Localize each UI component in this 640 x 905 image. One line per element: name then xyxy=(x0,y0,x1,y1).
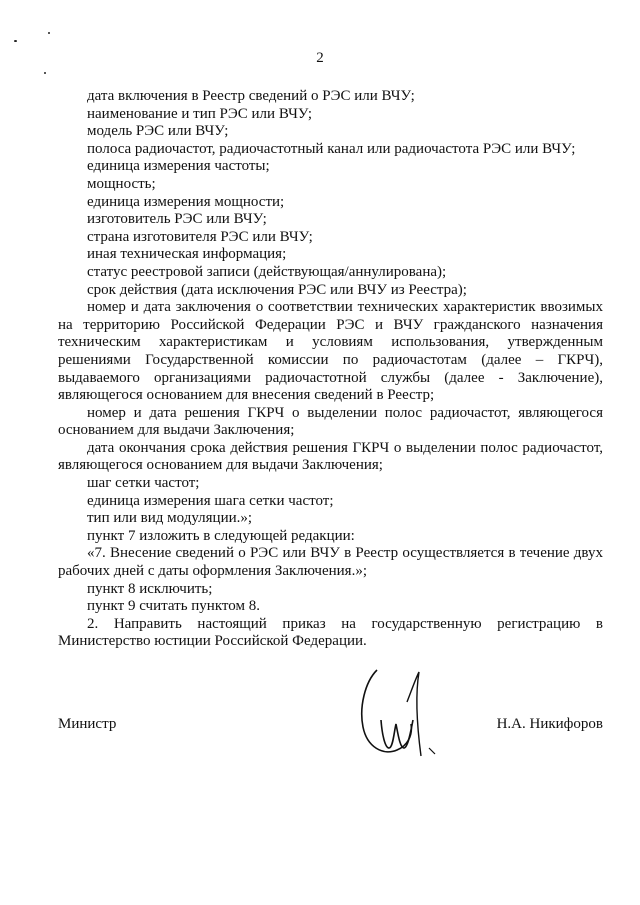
scan-speck xyxy=(44,72,46,74)
list-item: тип или вид модуляции.»; xyxy=(87,510,253,527)
list-item: статус реестровой записи (действующая/аннулирована); xyxy=(87,263,447,280)
paragraph-item-7-intro: пункт 7 изложить в следующей редакции: xyxy=(87,527,355,544)
paragraph-item-7-text: «7. Внесение сведений о РЭС или ВЧУ в Реестр осуществляется в течение двух рабочих дней с даты оформления Заключения.»; xyxy=(58,545,603,580)
list-item: модель РЭС или ВЧУ; xyxy=(87,123,229,140)
list-item: единица измерения мощности; xyxy=(87,193,285,210)
list-item: единица измерения шага сетки частот; xyxy=(87,492,334,509)
paragraph-registration: 2. Направить настоящий приказ на государственную регистрацию в Министерство юстиции Российской Федерации. xyxy=(58,615,603,650)
paragraph-gkrch-decision: номер и дата решения ГКРЧ о выделении полос радиочастот, являющегося основанием для выдачи Заключения; xyxy=(58,404,603,439)
list-item: срок действия (дата исключения РЭС или ВЧУ из Реестра); xyxy=(87,281,467,298)
list-item: наименование и тип РЭС или ВЧУ; xyxy=(87,105,313,122)
paragraph-item-8: пункт 8 исключить; xyxy=(87,580,213,597)
list-item: единица измерения частоты; xyxy=(87,158,270,175)
paragraph-decision-expiry: дата окончания срока действия решения ГКРЧ о выделении полос радиочастот, являющегося основанием для выдачи Заключения; xyxy=(58,439,603,474)
page-number: 2 xyxy=(316,50,324,66)
paragraph-item-9: пункт 9 считать пунктом 8. xyxy=(87,598,260,615)
list-item: дата включения в Реестр сведений о РЭС или ВЧУ; xyxy=(87,88,415,104)
signature-block xyxy=(58,716,603,736)
list-item: шаг сетки частот; xyxy=(87,475,200,492)
handwritten-signature xyxy=(355,662,445,762)
list-item: изготовитель РЭС или ВЧУ; xyxy=(87,211,267,228)
document-body xyxy=(58,88,603,651)
scan-speck xyxy=(14,40,17,42)
paragraph-conclusion-number: номер и дата заключения о соответствии технических характеристик ввозимых на территорию Российской Федерации РЭС и ВЧУ гражданского назначения техническим характеристикам и условиям использования, утвержденным решениями Государственной комиссии по радиочастотам (далее – ГКРЧ), выдаваемого организациями радиочастотной службы (далее - Заключение), являющегося основанием для внесения сведений в Реестр; xyxy=(58,299,603,404)
signatory-name: Н.А. Никифоров xyxy=(496,716,603,732)
signatory-title: Министр xyxy=(58,716,117,732)
scan-speck xyxy=(48,32,50,34)
list-item: иная техническая информация; xyxy=(87,246,287,263)
list-item: мощность; xyxy=(87,175,156,192)
list-item: страна изготовителя РЭС или ВЧУ; xyxy=(87,228,313,245)
list-item: полоса радиочастот, радиочастотный канал или радиочастота РЭС или ВЧУ; xyxy=(87,140,576,157)
